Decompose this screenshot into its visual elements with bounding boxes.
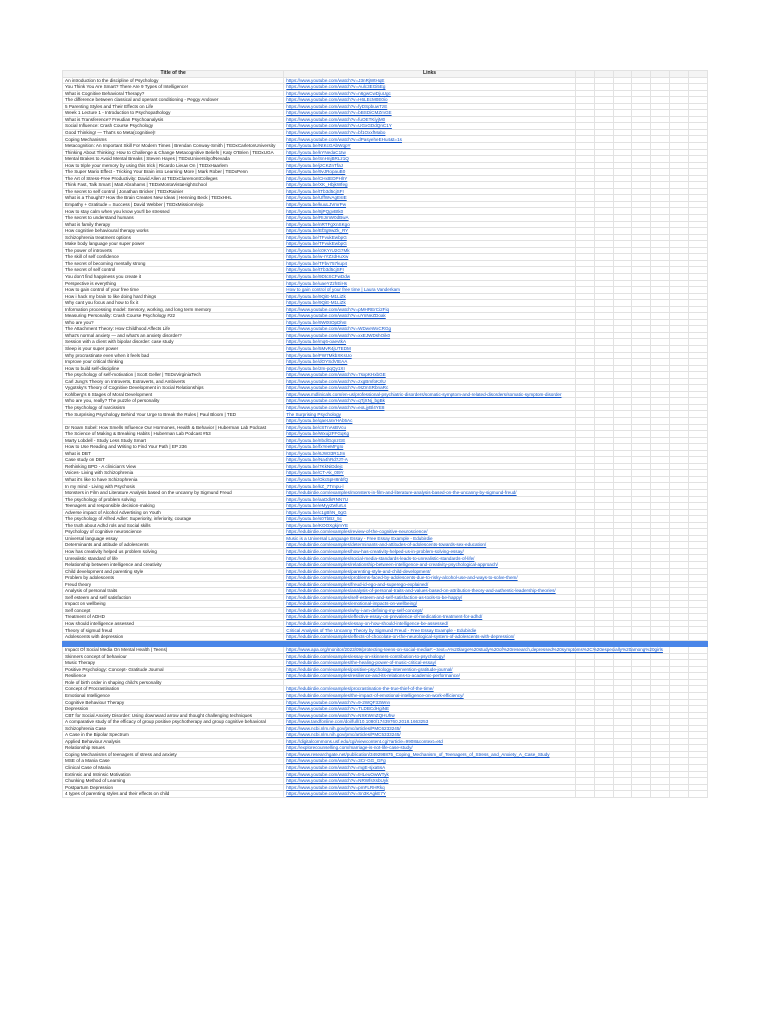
- title-cell[interactable]: How to Use Reading and Writing to Find Your Path | EP 236: [63, 444, 284, 451]
- title-cell[interactable]: The psychology of problem solving: [63, 496, 284, 503]
- title-cell[interactable]: Empathy + Gratitude = Success | David Webber | TEDxMissionViejo: [63, 201, 284, 208]
- link-cell[interactable]: https://youtu.be/TFvukEwbpG: [284, 241, 576, 248]
- title-cell[interactable]: Relationship between intelligence and creativity: [63, 562, 284, 569]
- title-cell[interactable]: Who are you, really? The puzzle of personality: [63, 398, 284, 405]
- title-cell[interactable]: Mental Brakes to Avoid Mental Breaks | Steven Hayes | TEDxUniversityofNevada: [63, 156, 284, 163]
- title-cell[interactable]: The truth about Adhd rols and Social skills: [63, 522, 284, 529]
- link-cell[interactable]: https://www.youtube.com/watch?v=uYnNeZDoak: [284, 313, 576, 320]
- link-cell[interactable]: https://youtu.be/Ef3g9wZk_RY: [284, 228, 576, 235]
- title-cell[interactable]: Resilience: [63, 673, 284, 680]
- link-cell[interactable]: https://www.youtube.com/watch?v=UGxGDdQnC1Y: [284, 123, 576, 130]
- title-cell[interactable]: Applied Behaviour Analysis: [63, 738, 284, 745]
- table-row: [63, 791, 708, 798]
- title-cell[interactable]: Adolescents with depression: [63, 634, 284, 641]
- link-cell[interactable]: https://edubirdie.com/examples/monsters-in-film-and-literature-analysis-based-on-the-uncanny-by-sigmund-freud/: [284, 490, 576, 497]
- link-cell[interactable]: https://edubirdie.com/examples/effective-essay-on-prevalence-of-medication-treatment-for-adhd/: [284, 614, 576, 621]
- link-cell[interactable]: https://youtu.be/tTb3d5cjSFI: [284, 188, 576, 195]
- title-cell[interactable]: What is DBT: [63, 450, 284, 457]
- link-cell[interactable]: https://www.youtube.com/watch?v=bf1OxxfMabo: [284, 129, 576, 136]
- title-cell[interactable]: Music Therapy: [63, 660, 284, 667]
- empty-cell[interactable]: [632, 791, 651, 798]
- link-cell[interactable]: https://youtu.be/9DtcSCFwDdw: [284, 273, 576, 280]
- link-cell[interactable]: https://edubirdie.com/examples/effects-of-chocolate-on-the-neurological-system-of-adolescents-with-depression/: [284, 634, 576, 641]
- title-cell[interactable]: How to triple your memory by using this trick | Ricardo Lieuw On | TEDxHaarlem: [63, 162, 284, 169]
- link-cell[interactable]: https://www.youtube.com/watch?v=WDweWxCRGg: [284, 326, 576, 333]
- link-cell[interactable]: https://youtu.be/aaDdkRNN7U: [284, 496, 576, 503]
- link-cell[interactable]: https://edubirdie.com/examples/the-healing-power-of-music-critical-essay/: [284, 660, 576, 667]
- title-cell[interactable]: Case study on DBT: [63, 457, 284, 464]
- title-cell[interactable]: The Art of Stress-Free Productivity: David Allen at TEDxClaremontColleges: [63, 175, 284, 182]
- title-cell[interactable]: Determinants and attitude of adolescents: [63, 542, 284, 549]
- link-cell[interactable]: https://youtu.be/CHxtEDPHlIY: [284, 175, 576, 182]
- link-cell[interactable]: https://www.youtube.com/watch?v=fuOETKiyjM0: [284, 116, 576, 123]
- link-cell[interactable]: https://youtu.be/tTb3d5cjSFI: [284, 267, 576, 274]
- title-cell[interactable]: Impact on wellbeing: [63, 601, 284, 608]
- title-cell[interactable]: Week 1 Lecture 1 - Introduction to Psychopathology: [63, 110, 284, 117]
- empty-cell[interactable]: [651, 791, 670, 798]
- link-cell[interactable]: https://edubirdie.com/examples/determinants-and-attitudes-of-adolescents-towards-sex-education/: [284, 542, 576, 549]
- title-cell[interactable]: Freud theory: [63, 581, 284, 588]
- title-cell[interactable]: A Case in the Bipolar Spectrum: [63, 732, 284, 739]
- links-column-header[interactable]: Links: [284, 71, 576, 78]
- link-cell[interactable]: https://www.youtube.com/watch?v=qTjXNj_bgBk: [284, 398, 576, 405]
- link-cell[interactable]: https://youtu.be/qaeUaVHAb5Ac: [284, 417, 576, 424]
- title-cell[interactable]: Role of birth order in shaping child's personality: [63, 679, 284, 686]
- link-cell[interactable]: https://youtu.be/KOOXgkjmYE: [284, 522, 576, 529]
- link-cell[interactable]: https://www.youtube.com/watch?v=pmFLRHRkq: [284, 784, 576, 791]
- title-cell[interactable]: Sleep is your super power: [63, 345, 284, 352]
- link-cell[interactable]: https://edubirdie.com/examples/relationship-between-intelligence-and-creativity-psychological-approach/: [284, 562, 576, 569]
- link-cell[interactable]: https://youtu.be/9QiE-M1LiZk: [284, 293, 576, 300]
- spreadsheet: [62, 70, 708, 798]
- title-cell[interactable]: Think Fast, Talk Smart | Matt Abrahams | TEDxMontaVistaHighSchool: [63, 182, 284, 189]
- title-cell[interactable]: Why cant you focus and how to fix it: [63, 300, 284, 307]
- title-cell[interactable]: Improve your critical thinking: [63, 359, 284, 366]
- link-cell[interactable]: https://www.youtube.com/watch?v=9-2WQF33Wnn: [284, 699, 576, 706]
- empty-cell[interactable]: [670, 791, 689, 798]
- link-cell[interactable]: https://www.youtube.com/watch?v=H6LEcM0E0io: [284, 97, 576, 104]
- title-cell[interactable]: The skill of self confidence: [63, 254, 284, 261]
- link-cell[interactable]: https://youtu.be/NtKcGAbWqpY: [284, 143, 576, 150]
- title-cell[interactable]: What's normal anxiety — and what's an anxiety disorder?: [63, 332, 284, 339]
- title-cell[interactable]: Problem by adolescents: [63, 575, 284, 582]
- title-cell[interactable]: Marty Lobdell - Study Less Study Smart: [63, 437, 284, 444]
- title-cell[interactable]: Positive Psychology: Concept- Gratitude Journal: [63, 666, 284, 673]
- title-cell[interactable]: Coping Mechanisms of teenagers of stress and anxiety: [63, 751, 284, 758]
- link-cell[interactable]: https://www.youtube.com/watch?v=9IZmSRbnaRc: [284, 385, 576, 392]
- title-cell[interactable]: How to build self-discipline: [63, 365, 284, 372]
- link-cell[interactable]: https://youtu.be/8jPQgvBtk0: [284, 208, 576, 215]
- rows-group-b: [63, 647, 708, 798]
- link-cell[interactable]: https://www.youtube.com/watch?v=eoLjyBl4YE8: [284, 404, 576, 411]
- title-cell[interactable]: An introduction to the discipline of Psychology: [63, 77, 284, 84]
- link-cell[interactable]: https://edubirdie.com/examples/resilience-and-its-relations-to-academic-performance/: [284, 673, 576, 680]
- link-cell[interactable]: https://www.youtube.com/watch?v=mgE-sjxa5sA: [284, 764, 576, 771]
- title-cell[interactable]: Information processing model: Sensory, working, and long term memory: [63, 306, 284, 313]
- link-cell[interactable]: https://www.youtube.com/watch?v=tHLeuOwWTyk: [284, 771, 576, 778]
- title-cell[interactable]: Concept of Procrastination: [63, 686, 284, 693]
- link-cell[interactable]: https://youtu.be/mq6-oaevtkA: [284, 339, 576, 346]
- title-cell[interactable]: CBT for Social Anxiety Disorder: Using downward arrow and thought challenging techniques: [63, 712, 284, 719]
- title-cell[interactable]: The secret to self control | Jonathan Bricker | TEDxRainier: [63, 188, 284, 195]
- link-cell[interactable]: https://www.youtube.com/watch?v=J3nRjWtHqE: [284, 77, 576, 84]
- title-cell[interactable]: The secret of self control: [63, 267, 284, 274]
- title-cell[interactable]: Clinical Case of Mania: [63, 764, 284, 771]
- title-cell[interactable]: How cognitive behavioural therapy works: [63, 228, 284, 235]
- link-cell[interactable]: https://edubirdie.com/examples/self-esteem-and-self-satisfaction-as-tools-to-be-happy/: [284, 594, 576, 601]
- link-cell[interactable]: https://www.youtube.com/watch?v=3Cr-GG_GFg: [284, 758, 576, 765]
- link-cell[interactable]: https://www.tandfonline.com/doi/full/10.1080/17439760.2018.1663253: [284, 719, 576, 726]
- link-cell[interactable]: https://edubirdie.com/examples/social-media-standards-leads-to-unrealistic-standards-of-life/: [284, 555, 576, 562]
- link-cell[interactable]: https://youtu.be/7KkNiDdejc: [284, 463, 576, 470]
- title-cell[interactable]: What it's like to have Schizophrenia: [63, 476, 284, 483]
- title-cell[interactable]: Extrinsic and Intrinsic Motivation: [63, 771, 284, 778]
- link-cell[interactable]: https://youtu.be/nRTFgXnSKgo: [284, 221, 576, 228]
- link-cell[interactable]: https://youtu.be/TFvukEwbpG: [284, 234, 576, 241]
- link-cell[interactable]: https://www.youtube.com/watch?v=n6gwCwDjuUgc: [284, 90, 576, 97]
- title-cell[interactable]: In my mind - Living with Psychosis: [63, 483, 284, 490]
- title-cell[interactable]: Social Influence: Crash Course Psychology: [63, 123, 284, 130]
- link-cell[interactable]: https://www.youtube.com/watch?v=pMHRErCi2Fiq: [284, 306, 576, 313]
- title-cell[interactable]: MSE of a Mania Case: [63, 758, 284, 765]
- title-cell[interactable]: Impact Of Social Media On Mental Health ( Teens): [63, 647, 284, 654]
- title-cell[interactable]: Metacognition: An Important Skill For Modern Times | Brendan Conway-Smith | TEDxCarletonUniversity: [63, 143, 284, 150]
- title-cell[interactable]: Teenagers and responsible decision-making: [63, 503, 284, 510]
- link-cell[interactable]: https://www.youtube.com/watch?v=zxgBmfoKzlU: [284, 378, 576, 385]
- link-cell[interactable]: https://edubirdie.com/examples/review-of-the-cognitive-neuroscience/: [284, 529, 576, 536]
- title-cell[interactable]: Thinking About Thinking: How to Challenge & Change Metacognitive Beliefs | Katy O'Brien | TEDxUGA: [63, 149, 284, 156]
- link-cell[interactable]: https://digitalcommons.usf.edu/cgi/viewcontent.cgi?article=9908&context=etd: [284, 738, 576, 745]
- title-cell[interactable]: What is a Thought? How the Brain Creates New Ideas | Henning Beck | TEDxHHL: [63, 195, 284, 202]
- title-cell[interactable]: The Science of Making & Breaking Habits | Huberman Lab Podcast #53: [63, 431, 284, 438]
- link-cell[interactable]: https://www.ncbi.nlm.nih.gov/pmc/articles/PMC6233245/: [284, 725, 576, 732]
- link-cell[interactable]: https://youtu.be/kYNedaC1tw: [284, 149, 576, 156]
- title-cell[interactable]: The secret to understand humans: [63, 215, 284, 222]
- empty-cell[interactable]: [575, 791, 594, 798]
- title-cell[interactable]: Relationship Issues: [63, 745, 284, 752]
- link-cell[interactable]: https://youtu.be/9W0tIOpDhsI: [284, 319, 576, 326]
- title-cell[interactable]: Schizophrenia Case: [63, 725, 284, 732]
- title-cell[interactable]: 5 Parenting Styles and Their Effects on Life: [63, 103, 284, 110]
- link-cell[interactable]: https://www.ncbi.nlm.nih.gov/pmc/articles/PMC5333245/: [284, 732, 576, 739]
- title-cell[interactable]: Vygotsky's Theory of Cognitive Development in Social Relationships: [63, 385, 284, 392]
- link-cell[interactable]: https://www.youtube.com/watch?v=Aulc3EGi5Eg: [284, 84, 576, 91]
- link-cell[interactable]: Critical Analysis of The Uncanny Theory by Sigmund Freud - Free Essay Example - Edubirdie: [284, 627, 576, 634]
- link-cell[interactable]: Music is a Universal Language Essay - Free Essay Example - Edubirdie: [284, 535, 576, 542]
- link-cell[interactable]: https://youtu.be/XK_HbjkWfeg: [284, 182, 576, 189]
- title-cell[interactable]: Treatment of ADHD: [63, 614, 284, 621]
- link-cell[interactable]: https://youtu.be/kZ_7Tmpu-l: [284, 483, 576, 490]
- title-cell[interactable]: How should intelligence assessed: [63, 620, 284, 627]
- link-cell[interactable]: https://youtu.be/IIbdlGqnzGE: [284, 437, 576, 444]
- title-cell[interactable]: Monsters in Film and Literature Analysis based on the uncanny by Sigmund Freud: [63, 490, 284, 497]
- title-cell[interactable]: What is Cognitive Behavioral Therapy?: [63, 90, 284, 97]
- title-cell[interactable]: You don't find happiness you create it: [63, 273, 284, 280]
- link-cell[interactable]: https://youtu.be/9QiE-M1LiZk: [284, 300, 576, 307]
- title-cell[interactable]: You Think You Are Smart? There Are 9 Types of Intelligence!: [63, 84, 284, 91]
- links-table: [62, 70, 708, 798]
- link-cell[interactable]: https://www.researchgate.net/publication/349298875_Coping_Mechanism_of_Teenagers_of_Stress_and_Anxiety_A_Case_Study: [284, 751, 576, 758]
- title-cell[interactable]: The psychology of narcissism: [63, 404, 284, 411]
- link-cell[interactable]: https://edubirdie.com/examples/positive-psychology-intervention-gratitude-journal/: [284, 666, 576, 673]
- link-cell[interactable]: https://edubirdie.com/examples/essay-on-how-should-intelligence-be-assessed/: [284, 620, 576, 627]
- link-cell[interactable]: https://youtu.be/c0KYrU2G7Mk: [284, 247, 576, 254]
- link-cell[interactable]: https://www.youtube.com/watch?v=bBSDiCMZmGE: [284, 110, 576, 117]
- title-cell[interactable]: Postpartum Depression: [63, 784, 284, 791]
- link-cell[interactable]: https://www.youtube.com/watch?v=xxEJWDshOik0: [284, 332, 576, 339]
- title-cell[interactable]: How has creativity helped us problem solving: [63, 548, 284, 555]
- link-cell[interactable]: https://www.youtube.com/watch?v=fyDSpbuwTzE: [284, 103, 576, 110]
- title-cell[interactable]: Self esteem and self satisfaction: [63, 594, 284, 601]
- link-cell[interactable]: https://www.mdlinicals.com/en-us/professional-psychiatric-disorders/somatic-symptom-and-related-disorders/somatic-symptom-disorder: [284, 391, 576, 398]
- link-cell[interactable]: https://youtu.be/c1gBhN_0gG: [284, 509, 576, 516]
- link-cell[interactable]: https://edubirdie.com/examples/parenting-style-and-child-development/: [284, 568, 576, 575]
- title-cell[interactable]: Depression: [63, 706, 284, 713]
- link-cell[interactable]: https://edubirdie.com/examples/analysis-of-personal-traits-and-values-based-on-attribution-theory-and-authentic-leadership-theories/: [284, 588, 576, 595]
- link-cell[interactable]: https://youtu.be/2m-pqQy1XI: [284, 365, 576, 372]
- link-cell[interactable]: https://edubirdie.com/examples/the-impact-of-emotional-intelligence-on-work-efficiency/: [284, 692, 576, 699]
- title-cell[interactable]: How i hack my brain to like doing hard things: [63, 293, 284, 300]
- link-cell[interactable]: https://youtu.be/TFbv757kup4: [284, 260, 576, 267]
- link-cell[interactable]: https://edubirdie.com/examples/essay-on-skinners-contribution-to-psychology/: [284, 653, 576, 660]
- link-cell[interactable]: https://www.youtube.com/watch?v=NXKWmZQHUhw: [284, 712, 576, 719]
- link-cell[interactable]: https://www.youtube.com/watch?v=dPasyeheEHu4&t=1s: [284, 136, 576, 143]
- link-cell[interactable]: https://www.youtube.com/watch?v=NRWfsXsbUyk: [284, 778, 576, 785]
- link-cell[interactable]: https://youtu.be/Okc5pH8nbfQ: [284, 476, 576, 483]
- link-cell[interactable]: https://edubirdie.com/examples/why-i-am-defining-my-self-concept/: [284, 607, 576, 614]
- title-cell[interactable]: Analysis of personal traits: [63, 588, 284, 595]
- title-cell[interactable]: The difference between classical and operant conditioning - Peggy Andover: [63, 97, 284, 104]
- title-cell[interactable]: Adverse impact of Alcohol Advertising on Youth: [63, 509, 284, 516]
- link-cell[interactable]: https://youtu.be/5MvR4jUTEDM: [284, 345, 576, 352]
- title-cell[interactable]: The Super Mario Effect - Tricking Your Brain into Learning More | Mark Rober | TEDxPenn: [63, 169, 284, 176]
- link-cell[interactable]: https://www.apa.org/monitor/2023/09/protecting-teens-on-social-media#:~:text=A%20large%20study%20of%20research,depressed%20symptoms%2C%20especially%20among%20girls: [284, 647, 576, 654]
- title-cell[interactable]: The Attachment Theory: How Childhood Affects Life: [63, 326, 284, 333]
- link-cell[interactable]: How to gain control of your free time | Laura Vanderkam: [284, 287, 576, 294]
- link-cell[interactable]: https://youtu.be/eMyyZwfurLs: [284, 503, 576, 510]
- link-cell[interactable]: https://www.youtube.com/watch?v=7sxpKHxbGE: [284, 372, 576, 379]
- link-cell[interactable]: https://youtu.be/SnHnjBRLz1Q: [284, 156, 576, 163]
- link-cell[interactable]: https://youtu.be/kuuLJVmrPw: [284, 201, 576, 208]
- title-cell[interactable]: Make body language your super power: [63, 241, 284, 248]
- title-cell[interactable]: How to stay calm when you know you'll be stressed: [63, 208, 284, 215]
- link-cell[interactable]: https://youtu.be/w-rYZzdHuXw: [284, 254, 576, 261]
- link-cell[interactable]: https://www.youtube.com/watch?v=Sn3KAgkE7Y: [284, 791, 576, 798]
- link-cell[interactable]: https://youtu.be/jzCKZnTfaJ: [284, 162, 576, 169]
- empty-cell[interactable]: [594, 791, 613, 798]
- title-cell[interactable]: Who are you?: [63, 319, 284, 326]
- title-cell[interactable]: The Surprising Psychology Behind Your Urge to Break the Rules | Paul Bloom | TED: [63, 411, 284, 418]
- title-cell[interactable]: A comparative study of the efficacy of group positive psychotherapy and group cognitive behavioral: [63, 719, 284, 726]
- title-cell[interactable]: 4 types of parenting styles and their effects on child: [63, 791, 284, 798]
- link-cell[interactable]: https://edubirdie.com/examples/freud-id-ego-and-superego-explained/: [284, 581, 576, 588]
- title-cell[interactable]: Psychology of cognitive neuroscience: [63, 529, 284, 536]
- title-cell[interactable]: The psychology of self-motivation | Scott Geller | TEDxVirginiaTech: [63, 372, 284, 379]
- link-cell[interactable]: https://youtu.be/uaeYZzhEiHs: [284, 280, 576, 287]
- title-cell[interactable]: Carl Jung's Theory on Introverts, Extraverts, and Ambiverts: [63, 378, 284, 385]
- title-cell[interactable]: What is Transference? Freudian Psychoanalysis: [63, 116, 284, 123]
- title-cell[interactable]: Good Thinking! — That's so Meta(cognitive)!: [63, 129, 284, 136]
- title-cell[interactable]: The secret of becoming mentally strong: [63, 260, 284, 267]
- title-column-header[interactable]: Title of the: [63, 71, 284, 78]
- title-cell[interactable]: Session with a client with bipolar disorder: case study: [63, 339, 284, 346]
- empty-cell[interactable]: [689, 791, 708, 798]
- title-cell[interactable]: Why procrastinate even when it feels bad: [63, 352, 284, 359]
- link-cell[interactable]: https://youtu.be/6JW33R1JIn: [284, 450, 576, 457]
- title-cell[interactable]: Chunking Method of Learning: [63, 778, 284, 785]
- link-cell[interactable]: https://youtu.be/CT-Ak_0t9Y: [284, 470, 576, 477]
- title-cell[interactable]: Kohlberg's 6 Stages of Moral Development: [63, 391, 284, 398]
- title-cell[interactable]: Rethinking BPD - A clinician's View: [63, 463, 284, 470]
- link-cell[interactable]: https://youtu.be/UffWvAgEsIE: [284, 195, 576, 202]
- link-cell[interactable]: https://edubirdie.com/examples/procrastination-the-true-thief-of-the-time/: [284, 686, 576, 693]
- title-cell[interactable]: Coping Mechanisms: [63, 136, 284, 143]
- link-cell[interactable]: https://youtu.be/Wxuj2FFGqKg: [284, 431, 576, 438]
- title-cell[interactable]: Perspective is everything: [63, 280, 284, 287]
- title-cell[interactable]: Voices- Living with Schizophrenia: [63, 470, 284, 477]
- link-cell[interactable]: https://youtu.be/fxYeeMFgIo: [284, 444, 576, 451]
- title-cell[interactable]: Skinners concept of behaviour: [63, 653, 284, 660]
- title-cell[interactable]: Child development and parenting style: [63, 568, 284, 575]
- link-cell[interactable]: https://edubirdie.com/examples/problems-faced-by-adolescents-due-to-risky-alcohol-use-and-ways-to-solve-them/: [284, 575, 576, 582]
- link-cell[interactable]: https://youtu.be/RIJmW0dBwA: [284, 215, 576, 222]
- title-cell[interactable]: The psychology of Alfred Adler: Superiority, inferiority, courage: [63, 516, 284, 523]
- rows-group-a: [63, 77, 708, 640]
- title-cell[interactable]: The power of introverts: [63, 247, 284, 254]
- title-cell[interactable]: What is family therapy: [63, 221, 284, 228]
- title-cell[interactable]: Unrealistic standard of life: [63, 555, 284, 562]
- title-cell[interactable]: Theory of sigmud freud: [63, 627, 284, 634]
- link-cell[interactable]: https://edubirdie.com/examples/how-has-creativity-helped-us-in-problem-solving-essay/: [284, 548, 576, 555]
- title-cell[interactable]: Self concept: [63, 607, 284, 614]
- title-cell[interactable]: Schizophrenia treatment options: [63, 234, 284, 241]
- title-cell[interactable]: Universal language essay: [63, 535, 284, 542]
- link-cell[interactable]: https://youtu.be/9vJRopauB0: [284, 169, 576, 176]
- empty-cell[interactable]: [613, 791, 632, 798]
- link-cell[interactable]: https://youtu.be/FW7MkbXKsUo: [284, 352, 576, 359]
- link-cell[interactable]: The Surprising Psychology: [284, 411, 576, 418]
- link-cell[interactable]: https://youtu.be/dOYSdVtEAA: [284, 359, 576, 366]
- title-cell[interactable]: Dr Noam Sobel: How Smells Influence Our Hormones, Health & Behavior | Huberman Lab Podcast: [63, 424, 284, 431]
- title-cell[interactable]: How to gain control of your free time: [63, 287, 284, 294]
- link-cell[interactable]: https://edubirdie.com/examples/emotional-impacts-on-wellbeing/: [284, 601, 576, 608]
- title-cell[interactable]: Cognitive Behaviour Therapy: [63, 699, 284, 706]
- link-cell[interactable]: https://explorecounselling.com/marriage-is-not-life-case-study/: [284, 745, 576, 752]
- link-cell[interactable]: https://youtu.be/cSTnAsBVcu: [284, 424, 576, 431]
- link-cell[interactable]: https://youtu.be/Na4hRd7JT-A: [284, 457, 576, 464]
- title-cell[interactable]: Emotional Intelligence: [63, 692, 284, 699]
- link-cell[interactable]: https://youtu.be/s0TbBz_5c: [284, 516, 576, 523]
- link-cell[interactable]: https://www.youtube.com/watch?v=TLDBCdHgiNE: [284, 706, 576, 713]
- title-cell[interactable]: Measuring Personality: Crash Course Psychology #22: [63, 313, 284, 320]
